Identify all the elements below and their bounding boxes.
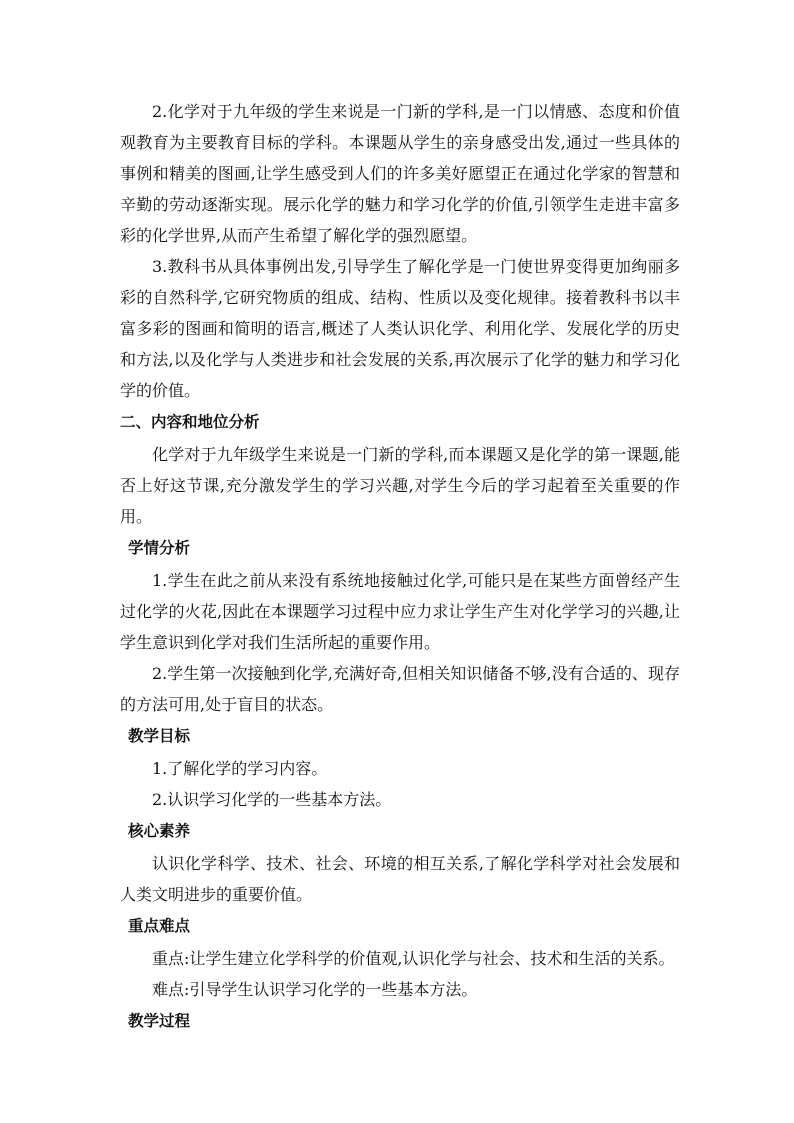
paragraph-intro-2: 2.化学对于九年级的学生来说是一门新的学科,是一门以情感、态度和价值观教育为主要教育目标的学科。本课题从学生的亲身感受出发,通过一些具体的事例和精美的图画,让学生感受到人们的许多美好愿望正在通过化学家的智慧和辛勤的劳动逐渐实现。展示化学的魅力和学习化学的价值,引领学生走进丰富多彩的化学世界,从而产生希望了解化学的强烈愿望。 [120, 102, 680, 245]
heading-core-literacy: 核心素养 [128, 822, 191, 840]
document-body [120, 96, 680, 1038]
heading-key-difficult: 重点难点 [128, 917, 191, 935]
difficult-point: 难点:引导学生认识学习化学的一些基本方法。 [152, 980, 478, 999]
goal-item-2: 2.认识学习化学的一些基本方法。 [152, 790, 392, 809]
heading-student-analysis: 学情分析 [128, 539, 191, 557]
paragraph-student-1: 1.学生在此之前从来没有系统地接触过化学,可能只是在某些方面曾经产生过化学的火花,因此在本课题学习过程中应力求让学生产生对化学学习的兴趣,让学生意识到化学对我们生活所起的重要作用。 [120, 571, 680, 652]
heading-teaching-goals: 教学目标 [128, 727, 191, 745]
paragraph-intro-3: 3.教科书从具体事例出发,引导学生了解化学是一门使世界变得更加绚丽多彩的自然科学,它研究物质的组成、结构、性质以及变化规律。接着教科书以丰富多彩的图画和简明的语言,概述了人类认识化学、利用化学、发展化学的历史和方法,以及化学与人类进步和社会发展的关系,再次展示了化学的魅力和学习化学的价值。 [120, 257, 680, 400]
paragraph-content-analysis: 化学对于九年级学生来说是一门新的学科,而本课题又是化学的第一课题,能否上好这节课,充分激发学生的学习兴趣,对学生今后的学习起着至关重要的作用。 [120, 445, 680, 526]
paragraph-core-literacy: 认识化学科学、技术、社会、环境的相互关系,了解化学科学对社会发展和人类文明进步的重要价值。 [120, 854, 680, 904]
goal-item-1: 1.了解化学的学习内容。 [152, 759, 328, 778]
paragraph-student-2: 2.学生第一次接触到化学,充满好奇,但相关知识储备不够,没有合适的、现存的方法可用,处于盲目的状态。 [120, 664, 680, 714]
heading-content-analysis: 二、内容和地位分析 [120, 413, 260, 431]
heading-teaching-process: 教学过程 [128, 1012, 191, 1030]
key-point: 重点:让学生建立化学科学的价值观,认识化学与社会、技术和生活的关系。 [152, 949, 675, 968]
